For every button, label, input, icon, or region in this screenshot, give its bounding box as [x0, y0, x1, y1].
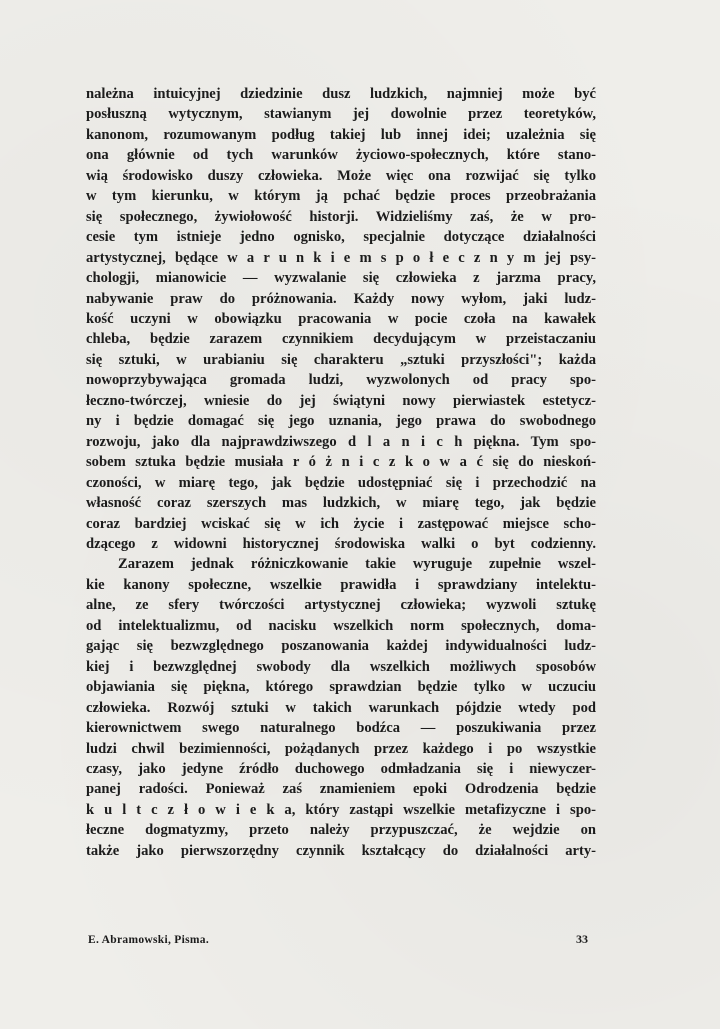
text-line: się społecznego, żywiołowość historji. Widzieliśmy zaś, że w pro- — [86, 208, 596, 225]
text-line: także jako pierwszorzędny czynnik kształcący do działalności arty- — [86, 842, 596, 859]
text-line: ona głównie od tych warunków życiowo-społecznych, które stano- — [86, 147, 596, 164]
text-line: kie kanony społeczne, wszelkie prawidła i sprawdziany intelektu- — [86, 576, 596, 593]
text-line: nabywanie praw do próżnowania. Każdy nowy wyłom, jaki ludz- — [86, 290, 596, 307]
text-line: cesie tym istnieje jedno ognisko, specjalnie dotyczące działalności — [86, 229, 596, 246]
text-line: od intelektualizmu, od nacisku wszelkich norm społecznych, doma- — [86, 617, 596, 634]
text-line: k u l t c z ł o w i e k a, który zastąpi wszelkie metafizyczne i spo- — [86, 801, 596, 818]
text-line: kanonom, rozumowanym podług takiej lub innej idei; uzależnia się — [86, 126, 596, 143]
text-line: kierownictwem swego naturalnego bodźca — poszukiwania przez — [86, 720, 596, 737]
footer-author-title: E. Abramowski, Pisma. — [88, 934, 209, 946]
text-line: objawiania się piękna, którego sprawdzian będzie tylko w uczuciu — [86, 679, 596, 696]
text-line: należna intuicyjnej dziedzinie dusz ludzkich, najmniej może być — [86, 86, 596, 102]
text-line: ny i będzie domagać się jego uznania, jego prawa do swobodnego — [86, 413, 596, 430]
body-text — [86, 84, 596, 861]
text-line: rozwoju, jako dla najprawdziwszego d l a n i c h piękna. Tym spo- — [86, 433, 596, 450]
text-line: dzącego z widowni historycznej środowiska walki o byt codzienny. — [86, 535, 596, 552]
page-number: 33 — [576, 932, 588, 946]
text-line: Zarazem jednak różniczkowanie takie wyruguje zupełnie wszel- — [118, 556, 596, 573]
text-line: artystycznej, będące w a r u n k i e m s p o ł e c z n y m jej psy- — [86, 249, 596, 266]
text-line: wią środowisko duszy człowieka. Może więc ona rozwijać się tylko — [86, 167, 596, 184]
text-line: kiej i bezwzględnej swobody dla wszelkich możliwych sposobów — [86, 658, 596, 675]
text-line: posłuszną wytycznym, stawianym jej dowolnie przez teoretyków, — [86, 106, 596, 123]
text-line: coraz bardziej wciskać się w ich życie i zastępować miejsce scho- — [86, 515, 596, 532]
text-line: alne, ze sfery twórczości artystycznej człowieka; wyzwoli sztukę — [86, 597, 596, 614]
text-line: chleba, będzie zarazem czynnikiem decydującym w przeistaczaniu — [86, 331, 596, 348]
text-line: człowieka. Rozwój sztuki w takich warunkach pójdzie wtedy pod — [86, 699, 596, 716]
text-line: łeczno-twórczej, wniesie do jej świątyni nowy pierwiastek estetycz- — [86, 392, 596, 409]
text-line: własność coraz szerszych mas ludzkich, w miarę tego, jak będzie — [86, 495, 596, 512]
text-line: się sztuki, w urabianiu się charakteru „sztuki przyszłości"; każda — [86, 351, 596, 368]
text-line: łeczne dogmatyzmy, przeto należy przypuszczać, że wejdzie on — [86, 822, 596, 839]
text-line: czoności, w miarę tego, jak będzie udostępniać się i przechodzić na — [86, 474, 596, 491]
text-line: w tym kierunku, w którym ją pchać będzie proces przeobrażania — [86, 188, 596, 205]
text-line: chologji, mianowicie — wyzwalanie się człowieka z jarzma pracy, — [86, 270, 596, 287]
text-line: czasy, jako jedyne źródło duchowego odmładzania się i niewyczer- — [86, 760, 596, 777]
text-line: kość uczyni w obowiązku pracowania w pocie czoła na kawałek — [86, 310, 596, 327]
text-line: panej radości. Ponieważ zaś znamieniem epoki Odrodzenia będzie — [86, 781, 596, 798]
text-line: sobem sztuka będzie musiała r ó ż n i c z k o w a ć się do nieskoń- — [86, 454, 596, 471]
text-line: gając się bezwzględnego poszanowania każdej indywidualności ludz- — [86, 638, 596, 655]
text-line: nowoprzybywająca gromada ludzi, wyzwolonych od pracy spo- — [86, 372, 596, 389]
text-line: ludzi chwil bezimienności, pożądanych przez każdego i po wszystkie — [86, 740, 596, 757]
